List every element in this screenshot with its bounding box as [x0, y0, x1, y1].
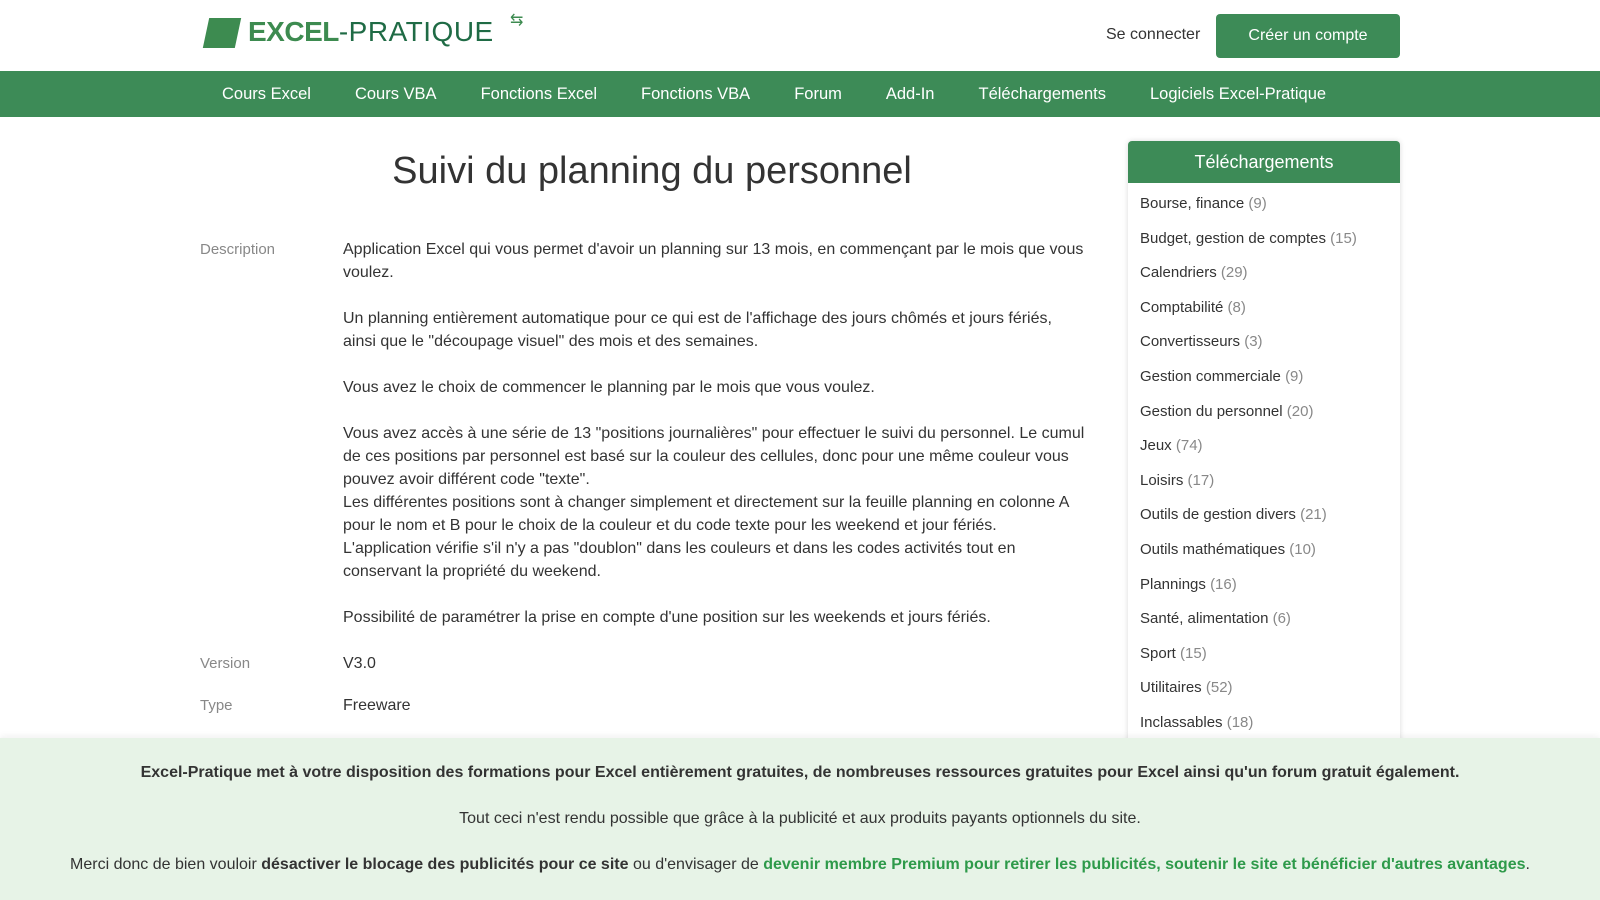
sidebar-item[interactable]: [1140, 222, 1388, 257]
sidebar-item[interactable]: [1140, 464, 1388, 499]
sidebar-item-label[interactable]: Gestion commerciale: [1140, 367, 1281, 385]
sidebar-item-label[interactable]: Bourse, finance: [1140, 195, 1245, 212]
version-row: [200, 652, 1088, 675]
nav-item[interactable]: Fonctions VBA: [641, 85, 751, 103]
sidebar-item[interactable]: [1140, 187, 1388, 222]
sidebar-item-count: (17): [1187, 471, 1215, 489]
banner-line-3: [0, 856, 1600, 874]
sidebar-item-count: (15): [1180, 644, 1207, 662]
sidebar-item-count: (10): [1289, 540, 1316, 558]
sidebar-item[interactable]: [1140, 568, 1388, 603]
description-row: [200, 238, 1088, 652]
logo[interactable]: [202, 12, 494, 52]
paragraph: Application Excel qui vous permet d'avoir un planning sur 13 mois, en commençant par le mois que vous voulez.: [343, 241, 1084, 281]
type-row: [200, 694, 1088, 717]
sidebar-item-count: (9): [1248, 195, 1267, 212]
version-label: Version: [200, 655, 251, 672]
sidebar-item-label[interactable]: Outils de gestion divers: [1140, 506, 1296, 524]
sidebar-item[interactable]: [1140, 429, 1388, 464]
sidebar-item-count: (8): [1227, 298, 1246, 316]
type-label: Type: [200, 697, 233, 714]
sidebar-item[interactable]: [1140, 360, 1388, 395]
banner-line-2: Tout ceci n'est rendu possible que grâce à la publicité et aux produits payants optionnels du site.: [459, 810, 1141, 827]
sidebar-item-label[interactable]: Plannings: [1140, 575, 1206, 593]
nav-item[interactable]: Téléchargements: [978, 85, 1106, 103]
sidebar-title: Téléchargements: [1128, 141, 1400, 183]
sidebar-item-count: (18): [1226, 713, 1254, 731]
sidebar-item-count: (20): [1286, 402, 1314, 420]
sidebar-item-count: (9): [1285, 367, 1304, 385]
login-link[interactable]: Se connecter: [1106, 26, 1201, 43]
sidebar-item-count: (6): [1272, 610, 1291, 628]
banner-text: Merci donc de bien vouloir: [70, 856, 262, 873]
paragraph: Possibilité de paramétrer la prise en compte d'une position sur les weekends et jours fériés.: [343, 609, 991, 626]
adblock-banner: [0, 738, 1600, 900]
language-swap-icon[interactable]: ⇆: [510, 12, 524, 29]
sidebar-item-label[interactable]: Inclassables: [1140, 713, 1223, 731]
nav-item[interactable]: Forum: [794, 85, 842, 103]
premium-link[interactable]: devenir membre Premium pour retirer les publicités, soutenir le site et bénéficier d'autres avantages: [763, 856, 1526, 873]
paragraph: Les différentes positions sont à changer simplement et directement sur la feuille planning en colonne A pour le nom et B pour le choix de la couleur et du code texte pour les weekend et jour fériés. L'application vérifie s'il n'y a pas "doublon" dans les couleurs et dans les codes activités tout en conservant la propriété du weekend.: [343, 494, 1069, 580]
sidebar-item-label[interactable]: Calendriers: [1140, 264, 1217, 282]
sidebar-item-label[interactable]: Sport: [1140, 644, 1176, 662]
sidebar-item-label[interactable]: Comptabilité: [1140, 298, 1224, 316]
banner-text-bold: désactiver le blocage des publicités pour ce site: [261, 856, 629, 873]
banner-text: .: [1525, 856, 1530, 873]
page-title: Suivi du planning du personnel: [392, 150, 912, 192]
banner-text: ou d'envisager de: [628, 856, 764, 873]
banner-line-1: Excel-Pratique met à votre disposition des formations pour Excel entièrement gratuites, de nombreuses ressources gratuites pour Excel ainsi qu'un forum gratuit également.: [140, 764, 1460, 781]
sidebar-item-label[interactable]: Convertisseurs: [1140, 333, 1241, 351]
sidebar-item[interactable]: [1140, 325, 1388, 360]
sidebar-item-count: (16): [1210, 575, 1237, 593]
sidebar-item-count: (29): [1220, 264, 1248, 282]
nav-item[interactable]: Cours Excel: [222, 85, 311, 103]
sidebar-item[interactable]: [1140, 395, 1388, 430]
sidebar-item-label[interactable]: Outils mathématiques: [1140, 540, 1286, 558]
sidebar-item[interactable]: [1140, 256, 1388, 291]
logo-text-bold: EXCEL: [248, 16, 339, 47]
nav-item[interactable]: Logiciels Excel-Pratique: [1149, 85, 1327, 103]
sidebar-item-label[interactable]: Budget, gestion de comptes: [1140, 229, 1326, 247]
paragraph: Un planning entièrement automatique pour ce qui est de l'affichage des jours chômés et jours fériés, ainsi que le "découpage visuel" des mois et des semaines.: [343, 310, 1052, 350]
sidebar-item-count: (74): [1175, 437, 1203, 455]
sidebar-item[interactable]: [1140, 602, 1388, 637]
sidebar-item-label[interactable]: Gestion du personnel: [1140, 402, 1283, 420]
sidebar-item-label[interactable]: Jeux: [1140, 437, 1172, 455]
description-label: Description: [200, 241, 276, 258]
description-text: [343, 238, 1088, 652]
downloads-sidebar: [1128, 141, 1400, 745]
nav-item[interactable]: Cours VBA: [354, 85, 437, 103]
nav-item[interactable]: Fonctions Excel: [480, 85, 598, 103]
nav-item[interactable]: Add-In: [885, 85, 935, 103]
sidebar-item[interactable]: [1140, 671, 1388, 706]
sidebar-item-count: (3): [1244, 333, 1263, 351]
paragraph: Vous avez le choix de commencer le planning par le mois que vous voulez.: [343, 379, 875, 396]
sidebar-item-count: (15): [1330, 229, 1357, 247]
main-nav: [0, 71, 1600, 117]
sidebar-item-label[interactable]: Utilitaires: [1140, 679, 1202, 697]
sidebar-item-label[interactable]: Santé, alimentation: [1140, 610, 1269, 628]
paragraph: Vous avez accès à une série de 13 "positions journalières" pour effectuer le suivi du personnel. Le cumul de ces positions par personnel est basé sur la couleur des cellules, donc pour une même couleur vous pouvez avoir différent code "texte".: [343, 425, 1085, 488]
sidebar-item[interactable]: [1140, 498, 1388, 533]
sidebar-item[interactable]: [1140, 291, 1388, 326]
logo-text-light: -PRATIQUE: [338, 16, 494, 47]
sidebar-item[interactable]: [1140, 706, 1388, 741]
signup-button[interactable]: Créer un compte: [1216, 14, 1400, 58]
header: [0, 0, 1600, 71]
version-value: V3.0: [343, 655, 376, 672]
type-value: Freeware: [343, 697, 411, 714]
sidebar-item-count: (52): [1205, 679, 1233, 697]
sidebar-item[interactable]: [1140, 637, 1388, 672]
sidebar-item-label[interactable]: Loisirs: [1140, 471, 1184, 489]
sidebar-item-count: (21): [1300, 506, 1327, 524]
logo-book-icon: [202, 12, 244, 52]
sidebar-item[interactable]: [1140, 533, 1388, 568]
